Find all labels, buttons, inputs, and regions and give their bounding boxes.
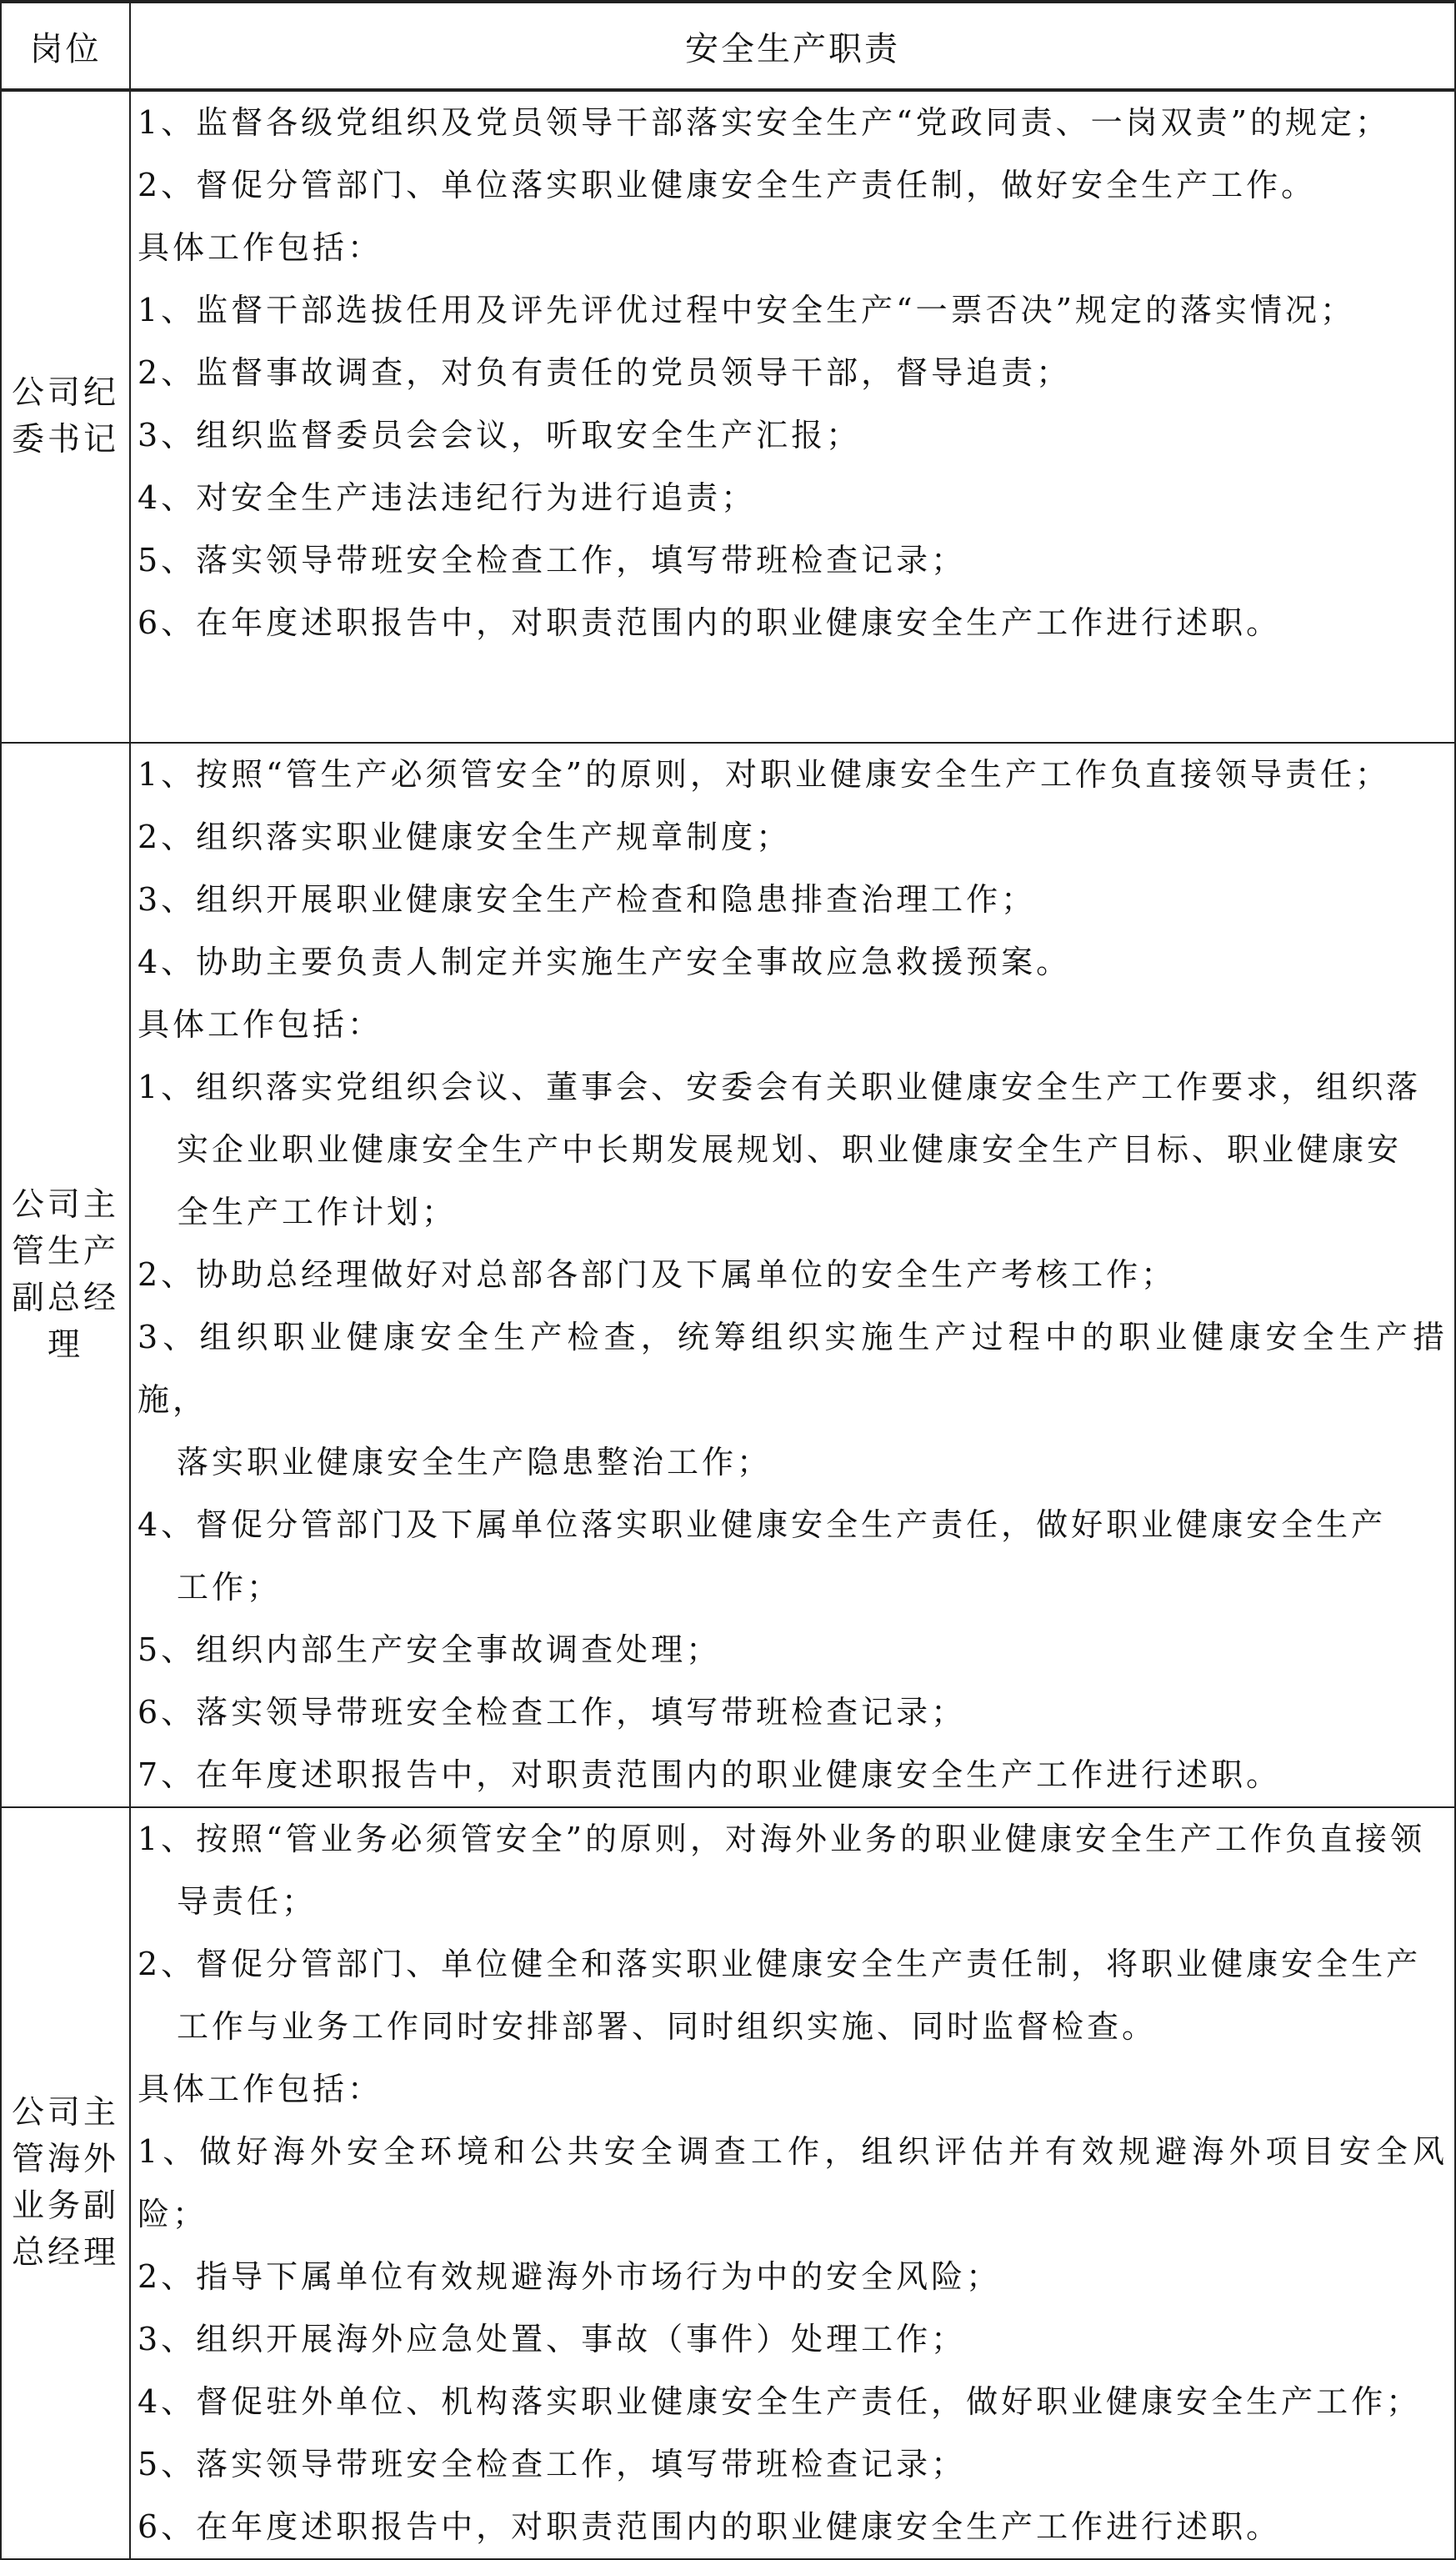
- duty-line: 1、监督各级党组织及党员领导干部落实安全生产“党政同责、一岗双责”的规定；: [138, 104, 1391, 141]
- post-name: 公司纪委书记: [11, 374, 119, 458]
- duty-cell: [130, 1807, 1455, 2559]
- duty-cell: [130, 90, 1455, 743]
- duty-line: 4、协助主要负责人制定并实施生产安全事故应急救援预案。: [138, 944, 1072, 980]
- header-duty: 安全生产职责: [130, 2, 1455, 90]
- duty-line: 3、组织职业健康安全生产检查，统筹组织实施生产过程中的职业健康安全生产措施，: [138, 1319, 1448, 1418]
- duty-line: 6、在年度述职报告中，对职责范围内的职业健康安全生产工作进行述职。: [138, 2508, 1282, 2545]
- duty-line: 1、监督干部选拔任用及评先评优过程中安全生产“一票否决”规定的落实情况；: [138, 292, 1356, 328]
- duty-line: 4、督促分管部门及下属单位落实职业健康安全生产责任，做好职业健康安全生产: [138, 1506, 1387, 1543]
- duty-line: 工作；: [177, 1569, 283, 1606]
- post-name: 公司主管海外业务副总经理: [11, 2094, 119, 2272]
- duty-cell: [130, 743, 1455, 1807]
- table-row: [1, 1807, 1455, 2559]
- duty-line: 5、落实领导带班安全检查工作，填写带班检查记录；: [138, 2446, 967, 2482]
- post-name: 公司主管生产副总经理: [11, 1185, 119, 1364]
- duty-line: 落实职业健康安全生产隐患整治工作；: [177, 1444, 773, 1480]
- duty-line: 具体工作包括：: [138, 2071, 383, 2107]
- duty-line: 4、督促驻外单位、机构落实职业健康安全生产责任，做好职业健康安全生产工作；: [138, 2383, 1422, 2420]
- duty-line: 7、在年度述职报告中，对职责范围内的职业健康安全生产工作进行述职。: [138, 1756, 1282, 1793]
- duty-line: 6、在年度述职报告中，对职责范围内的职业健康安全生产工作进行述职。: [138, 604, 1282, 641]
- duty-line: 工作与业务工作同时安排部署、同时组织实施、同时监督检查。: [177, 2008, 1158, 2045]
- duty-line: 1、按照“管生产必须管安全”的原则，对职业健康安全生产工作负直接领导责任；: [138, 756, 1391, 793]
- duty-line: 5、落实领导带班安全检查工作，填写带班检查记录；: [138, 542, 967, 579]
- duty-line: 导责任；: [177, 1883, 318, 1920]
- duty-line: 实企业职业健康安全生产中长期发展规划、职业健康安全生产目标、职业健康安: [177, 1131, 1403, 1168]
- duty-line: 具体工作包括：: [138, 1006, 383, 1043]
- duty-line: 5、组织内部生产安全事故调查处理；: [138, 1631, 722, 1668]
- table-row: [1, 90, 1455, 743]
- duty-line: 2、协助总经理做好对总部各部门及下属单位的安全生产考核工作；: [138, 1256, 1177, 1293]
- duty-line: 1、组织落实党组织会议、董事会、安委会有关职业健康安全生产工作要求，组织落: [138, 1069, 1422, 1105]
- duty-line: 2、督促分管部门、单位健全和落实职业健康安全生产责任制，将职业健康安全生产: [138, 1946, 1422, 1982]
- post-cell: [1, 90, 130, 743]
- post-cell: [1, 743, 130, 1807]
- duty-line: 2、指导下属单位有效规避海外市场行为中的安全风险；: [138, 2258, 1002, 2295]
- duty-line: 具体工作包括：: [138, 229, 383, 266]
- duty-line: 1、按照“管业务必须管安全”的原则，对海外业务的职业健康安全生产工作负直接领: [138, 1821, 1426, 1857]
- duty-line: 3、组织开展职业健康安全生产检查和隐患排查治理工作；: [138, 881, 1037, 918]
- table-header-row: [1, 2, 1455, 90]
- duty-line: 4、对安全生产违法违纪行为进行追责；: [138, 479, 757, 516]
- table-row: [1, 743, 1455, 1807]
- duty-line: 3、组织开展海外应急处置、事故（事件）处理工作；: [138, 2321, 967, 2357]
- duty-line: 3、组织监督委员会会议，听取安全生产汇报；: [138, 417, 862, 453]
- duty-line: 1、做好海外安全环境和公共安全调查工作，组织评估并有效规避海外项目安全风险；: [138, 2133, 1448, 2232]
- duty-line: 2、组织落实职业健康安全生产规章制度；: [138, 819, 792, 855]
- duty-line: 2、督促分管部门、单位落实职业健康安全生产责任制，做好安全生产工作。: [138, 167, 1317, 203]
- post-cell: [1, 1807, 130, 2559]
- duty-line: 2、监督事故调查，对负有责任的党员领导干部，督导追责；: [138, 354, 1072, 391]
- duty-line: 全生产工作计划；: [177, 1194, 458, 1230]
- header-post: 岗位: [1, 2, 130, 90]
- duty-line: 6、落实领导带班安全检查工作，填写带班检查记录；: [138, 1694, 967, 1731]
